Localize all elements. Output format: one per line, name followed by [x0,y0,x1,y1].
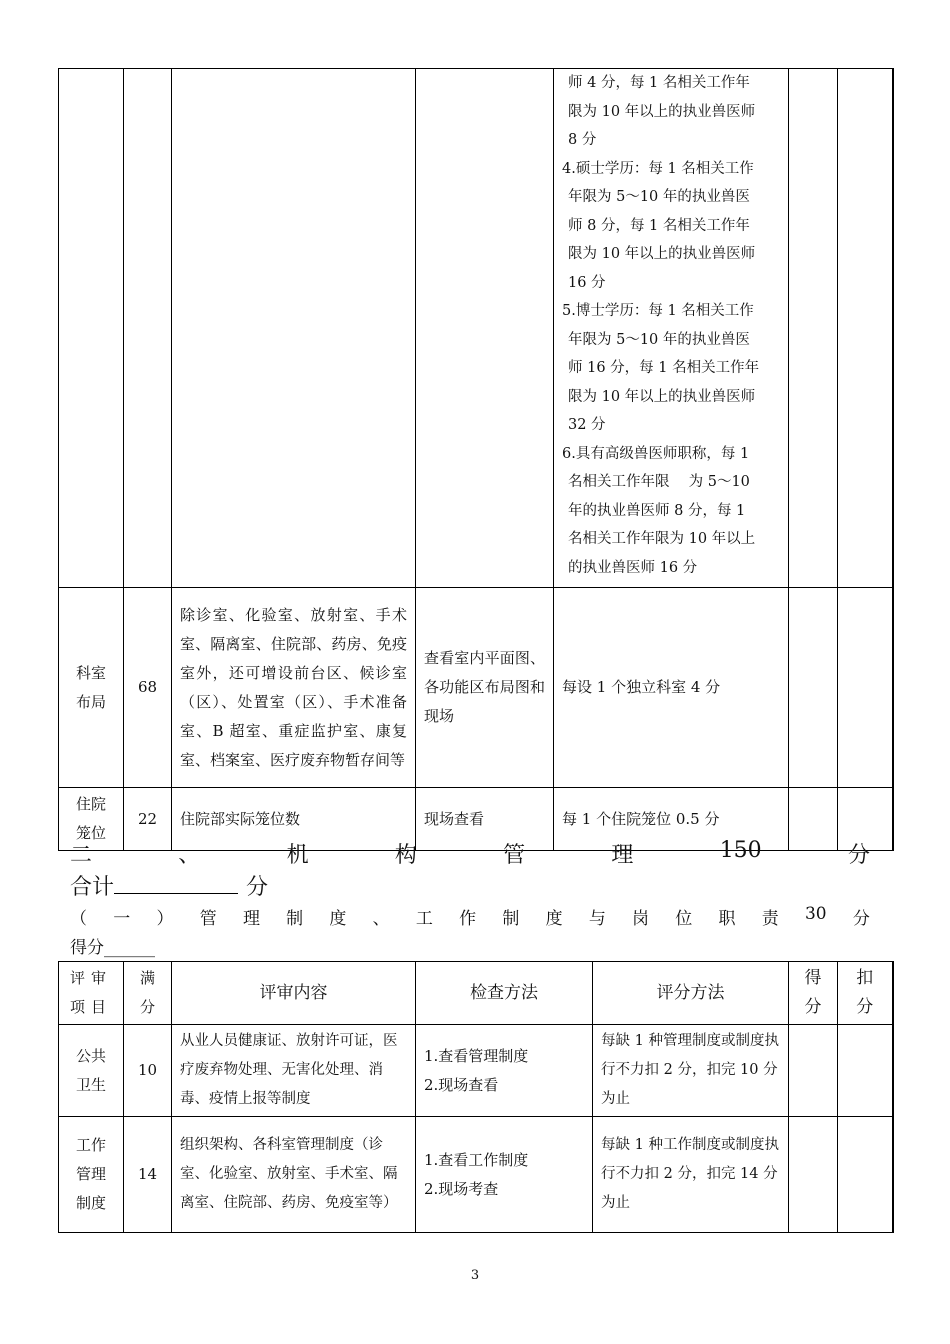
scoring-line: 限为 10 年以上的执业兽医师 [568,388,756,405]
table-row [59,1117,893,1233]
heading-part: 理 [611,843,634,868]
content-cell: 从业人员健康证、放射许可证，医疗废弃物处理、无害化处理、消毒、疫情上报等制度 [172,1025,416,1117]
scoring-table-continued [58,68,894,851]
heading-part: 、 [178,843,201,868]
score-label: 得分 [70,938,104,958]
header-got: 得分 [789,962,838,1025]
got-cell [789,69,838,588]
item-cell: 住院笼位 [59,788,124,851]
item-cell: 科室布局 [59,588,124,788]
scoring-line: 限为 10 年以上的执业兽医师 [568,246,756,262]
heading-part: 管 [503,843,526,868]
item-cell: 公共卫生 [59,1025,124,1117]
table-row [59,1025,893,1117]
deduct-cell [838,1117,893,1233]
subheading-part: 管 [199,909,217,929]
score-blank: ______ [104,938,155,958]
section-heading [70,838,870,869]
scoring-line: 年限为 5～10 年的执业兽医 [568,189,750,205]
scoring-line: 师 16 分，每 1 名相关工作年 [568,360,760,376]
header-scoring: 评分方法 [593,962,789,1025]
table-header-row [59,962,893,1025]
scoring-line: 限为 10 年以上的执业兽医师 [568,103,756,120]
scoring-line: 32 分 [568,417,606,433]
scoring-line: 年限为 5～10 年的执业兽医 [568,331,750,348]
scoring-line: 的执业兽医师 16 分 [568,559,698,576]
header-item: 评审项目 [59,962,124,1025]
page-number: 3 [470,1268,480,1283]
subheading-part: 、 [372,909,390,929]
scoring-line: 师 8 分，每 1 名相关工作年 [568,217,750,234]
got-cell [789,1025,838,1117]
score-cell: 22 [124,788,172,851]
subheading-part: 一 [113,909,131,929]
got-cell [789,1117,838,1233]
subheading-part: 度 [545,909,563,929]
heading-part: 分 [847,843,870,868]
scoring-line: 名相关工作年限 为 5～10 [568,474,750,490]
subheading-part: 职 [718,909,736,929]
scoring-cell: 每缺 1 种工作制度或制度执行不力扣 2 分，扣完 14 分为止 [593,1117,789,1233]
scoring-cell: 每 1 个住院笼位 0.5 分 [554,788,789,851]
scoring-line: 5.博士学历：每 1 名相关工作 [562,303,754,319]
got-cell [789,588,838,788]
total-label: 合计 [70,875,115,900]
scoring-line: 4.硕士学历：每 1 名相关工作 [562,160,754,177]
score-cell: 10 [124,1025,172,1117]
content-cell: 组织架构、各科室管理制度（诊室、化验室、放射室、手术室、隔离室、住院部、药房、免疫室等） [172,1117,416,1233]
deduct-cell [838,588,893,788]
heading-part: 构 [394,843,417,868]
subheading-part: 分 [852,909,870,929]
heading-part: 150 [719,838,762,863]
method-cell [416,1025,593,1117]
subheading-part: 责 [761,909,779,929]
scoring-line: 8 分 [568,132,597,148]
deduct-cell [838,1025,893,1117]
header-method: 检查方法 [416,962,593,1025]
subheading-part: 工 [415,909,433,929]
subheading-part: 与 [588,909,606,929]
content-cell: 住院部实际笼位数 [172,788,416,851]
table-row [59,69,893,588]
subheading-part: 作 [459,909,477,929]
method-line: 2.现场考查 [424,1179,499,1198]
subheading-part: 理 [242,909,260,929]
method-cell [416,1117,593,1233]
scoring-lines [562,69,780,582]
score-cell: 14 [124,1117,172,1233]
method-cell: 现场查看 [416,788,554,851]
subheading-part: 位 [675,909,693,929]
content-cell [172,69,416,588]
method-line: 1.查看管理制度 [424,1046,529,1065]
scoring-table [58,961,894,1233]
score-cell [124,69,172,588]
table-row [59,588,893,788]
subheading-part: 制 [502,909,520,929]
scoring-cell [554,69,789,588]
heading-part: 二 [70,843,93,868]
method-line: 2.现场查看 [424,1075,499,1094]
subsection-heading [70,904,870,929]
content-cell: 除诊室、化验室、放射室、手术室、隔离室、住院部、药房、免疫室外，还可增设前台区、候诊室（区）、处置室（区）、手术准备室、B 超室、重症监护室、康复室、档案室、医疗废弃物暂存间等 [172,588,416,788]
subsection-score [70,933,155,958]
header-deduct: 扣分 [838,962,893,1025]
method-line: 1.查看工作制度 [424,1150,529,1169]
scoring-line: 6.具有高级兽医师职称，每 1 [562,445,750,462]
subheading-part: （ [70,909,87,929]
heading-part: 机 [286,843,309,868]
scoring-line: 年的执业兽医师 8 分，每 1 [568,502,746,519]
deduct-cell [838,69,893,588]
scoring-cell: 每缺 1 种管理制度或制度执行不力扣 2 分，扣完 10 分为止 [593,1025,789,1117]
total-blank [114,868,238,894]
score-cell: 68 [124,588,172,788]
section-total [70,868,268,901]
item-cell [59,69,124,588]
method-cell [416,69,554,588]
item-cell: 工作管理制度 [59,1117,124,1233]
header-content: 评审内容 [172,962,416,1025]
header-score: 满分 [124,962,172,1025]
total-unit: 分 [246,875,269,900]
subheading-part: 度 [329,909,347,929]
method-cell: 查看室内平面图、各功能区布局图和现场 [416,588,554,788]
subheading-part: ） [156,909,174,929]
subheading-part: 30 [804,904,827,924]
scoring-cell: 每设 1 个独立科室 4 分 [554,588,789,788]
scoring-line: 师 4 分，每 1 名相关工作年 [568,75,750,91]
scoring-line: 名相关工作年限为 10 年以上 [568,531,756,547]
scoring-line: 16 分 [568,274,606,291]
subheading-part: 岗 [632,909,650,929]
subheading-part: 制 [286,909,304,929]
